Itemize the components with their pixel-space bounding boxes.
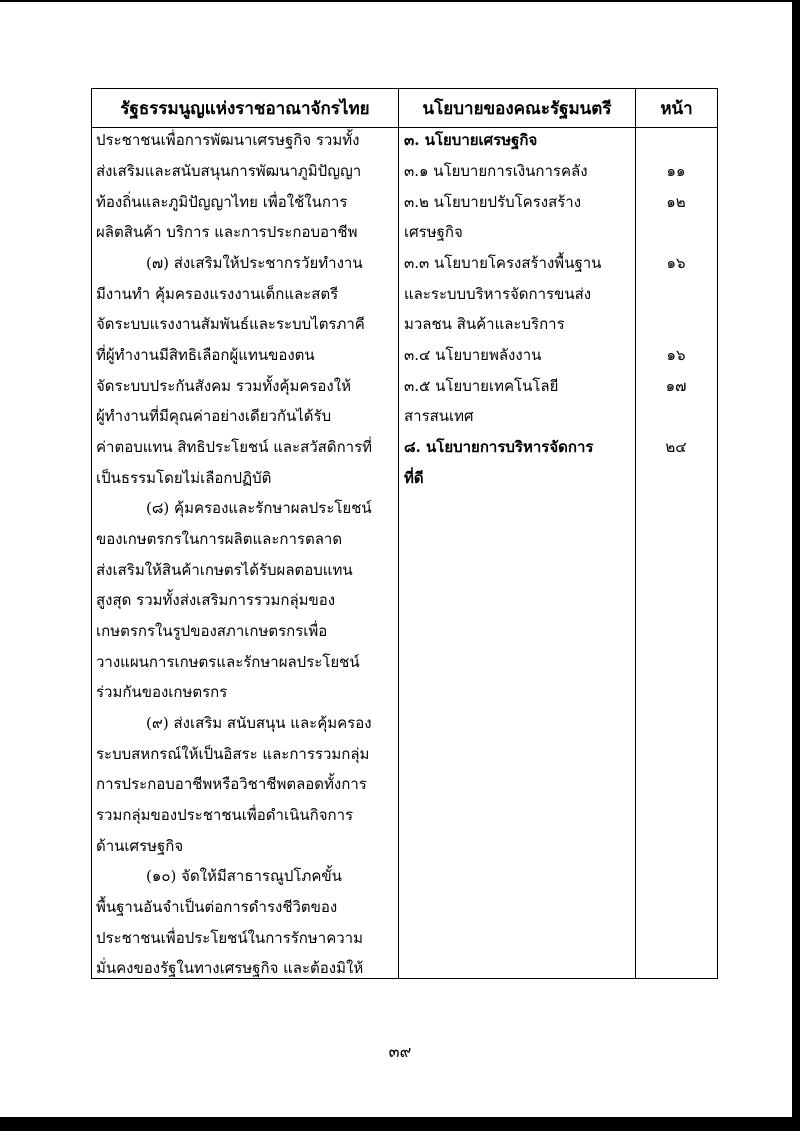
page-number: ๓๙ [388, 1042, 412, 1061]
page-ref: ๑๑ [666, 162, 686, 180]
policy-heading: ๓. นโยบายเศรษฐกิจ [404, 131, 538, 149]
constitution-line: ค่าตอบแทน สิทธิประโยชน์ และสวัสดิการที่ [96, 438, 373, 456]
policy-heading: ๘. นโยบายการบริหารจัดการ [404, 438, 594, 456]
policy-item: ๓.๒ นโยบายปรับโครงสร้าง [404, 193, 582, 211]
policy-item: ๓.๕ นโยบายเทคโนโลยี [404, 377, 559, 395]
constitution-line: มั่นคงของรัฐในทางเศรษฐกิจ และต้องมิให้ [96, 959, 364, 977]
table-col-rule [635, 88, 636, 979]
constitution-line: จัดระบบแรงงานสัมพันธ์และระบบไตรภาคี [96, 315, 365, 333]
constitution-line: (๙) ส่งเสริม สนับสนุน และคุ้มครอง [146, 714, 372, 732]
policy-item: มวลชน สินค้าและบริการ [404, 315, 565, 333]
bottom-border [0, 1117, 800, 1131]
top-border [0, 0, 800, 2]
page-ref: ๑๖ [666, 346, 686, 364]
constitution-line: รวมกลุ่มของประชาชนเพื่อดำเนินกิจการ [96, 806, 354, 824]
constitution-line: (๗) ส่งเสริมให้ประชากรวัยทำงาน [146, 254, 363, 272]
policy-item: เศรษฐกิจ [404, 223, 463, 241]
page-ref: ๒๔ [665, 438, 687, 456]
policy-item: ๓.๑ นโยบายการเงินการคลัง [404, 162, 588, 180]
page-ref: ๑๗ [665, 377, 687, 395]
constitution-line: ผลิตสินค้า บริการ และการประกอบอาชีพ [96, 223, 358, 241]
policy-item: และระบบบริหารจัดการขนส่ง [404, 285, 592, 303]
constitution-line: สูงสุด รวมทั้งส่งเสริมการรวมกลุ่มของ [96, 591, 336, 609]
constitution-line: วางแผนการเกษตรและรักษาผลประโยชน์ [96, 653, 360, 671]
constitution-line: มีงานทำ คุ้มครองแรงงานเด็กและสตรี [96, 285, 339, 303]
table-col-rule [398, 88, 399, 979]
constitution-line: ระบบสหกรณ์ให้เป็นอิสระ และการรวมกลุ่ม [96, 745, 370, 763]
constitution-line: ที่ผู้ทำงานมีสิทธิเลือกผู้แทนของตน [96, 346, 315, 364]
header-policy: นโยบายของคณะรัฐมนตรี [422, 98, 612, 119]
constitution-line: เกษตรกรในรูปของสภาเกษตรกรเพื่อ [96, 622, 328, 640]
constitution-line: ประชาชนเพื่อการพัฒนาเศรษฐกิจ รวมทั้ง [96, 131, 360, 149]
constitution-line: ด้านเศรษฐกิจ [96, 837, 184, 855]
constitution-line: การประกอบอาชีพหรือวิชาชีพตลอดทั้งการ [96, 775, 367, 793]
constitution-line: พื้นฐานอันจำเป็นต่อการดำรงชีวิตของ [96, 898, 338, 916]
page-ref: ๑๖ [666, 254, 686, 272]
table-bottom-rule [91, 978, 718, 979]
constitution-line: ของเกษตรกรในการผลิตและการตลาด [96, 530, 343, 548]
policy-heading: ที่ดี [404, 469, 424, 487]
constitution-line: ส่งเสริมให้สินค้าเกษตรได้รับผลตอบแทน [96, 561, 353, 579]
constitution-line: ผู้ทำงานที่มีคุณค่าอย่างเดียวกันได้รับ [96, 407, 332, 425]
policy-item: สารสนเทศ [404, 407, 474, 425]
constitution-line: ประชาชนเพื่อประโยชน์ในการรักษาความ [96, 929, 363, 947]
constitution-line: ท้องถิ่นและภูมิปัญญาไทย เพื่อใช้ในการ [96, 193, 348, 211]
policy-item: ๓.๓ นโยบายโครงสร้างพื้นฐาน [404, 254, 602, 272]
table-col-rule [717, 88, 718, 979]
constitution-line: ร่วมกันของเกษตรกร [96, 683, 228, 701]
constitution-line: จัดระบบประกันสังคม รวมทั้งคุ้มครองให้ [96, 377, 351, 395]
table-col-rule [91, 88, 92, 979]
policy-item: ๓.๔ นโยบายพลังงาน [404, 346, 542, 364]
constitution-line: (๘) คุ้มครองและรักษาผลประโยชน์ [146, 499, 372, 517]
header-page: หน้า [660, 98, 693, 119]
right-border [792, 0, 800, 1131]
page-ref: ๑๒ [666, 193, 686, 211]
constitution-line: เป็นธรรมโดยไม่เลือกปฏิบัติ [96, 469, 272, 487]
constitution-line: (๑๐) จัดให้มีสาธารณูปโภคขั้น [146, 867, 342, 885]
header-constitution: รัฐธรรมนูญแห่งราชอาณาจักรไทย [120, 98, 370, 119]
constitution-line: ส่งเสริมและสนับสนุนการพัฒนาภูมิปัญญา [96, 162, 362, 180]
